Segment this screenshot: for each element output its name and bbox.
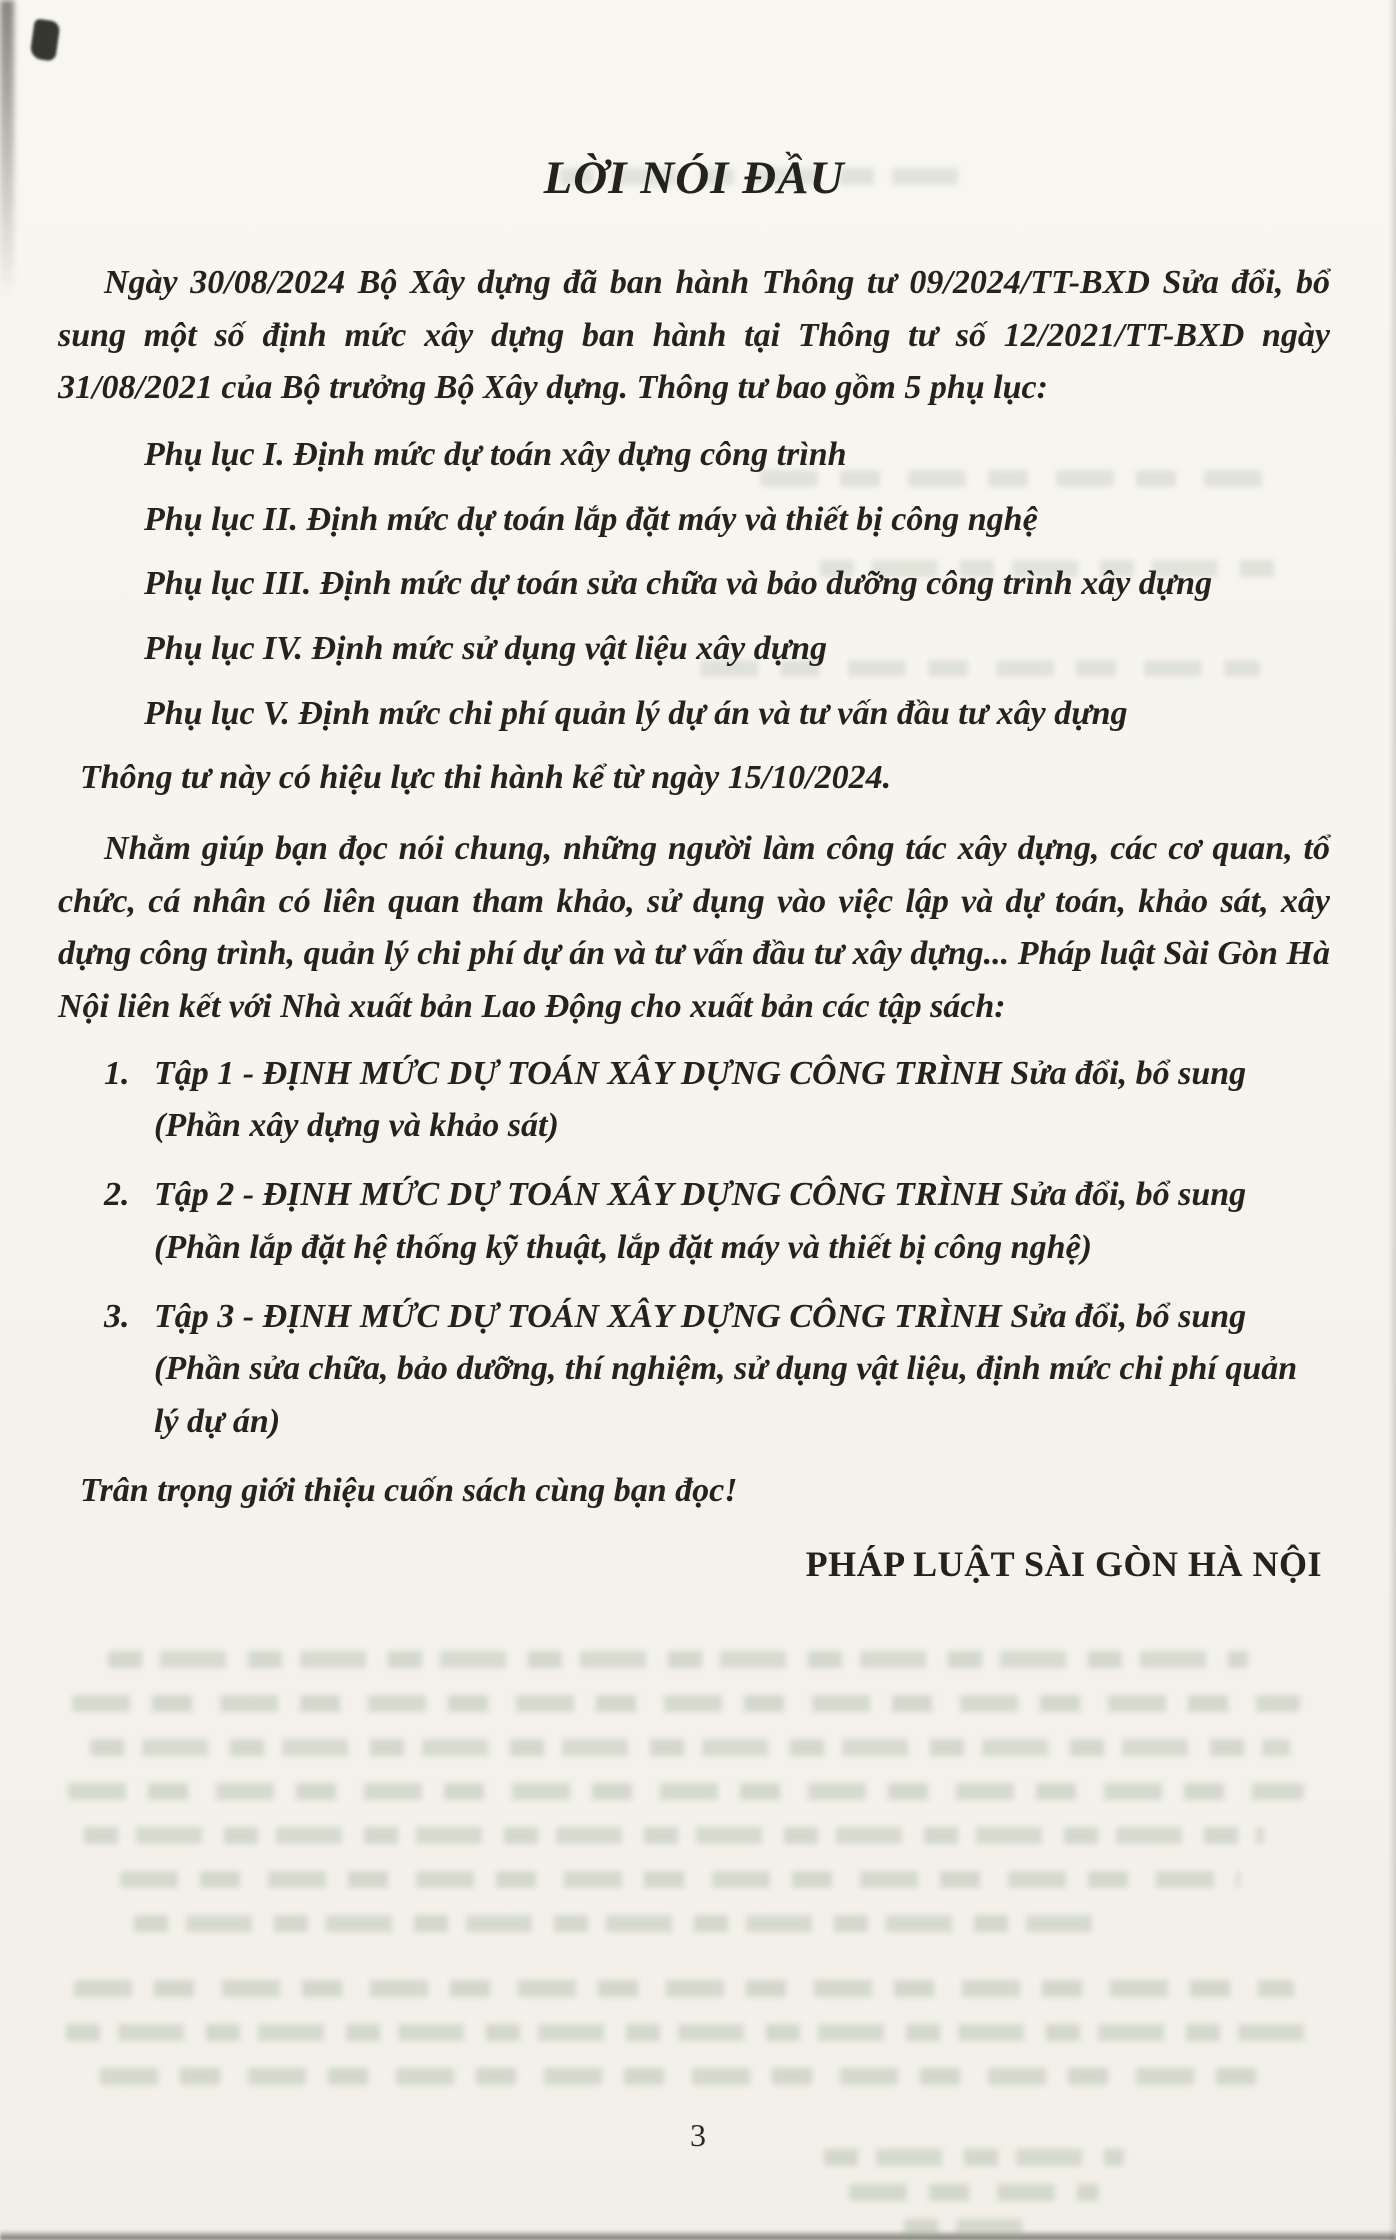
bleedthrough-line [66,2024,1306,2041]
volume-number: 3. [104,1297,130,1335]
bleedthrough-block [64,1651,1330,2085]
volume-prefix: Tập 3 - [154,1297,263,1335]
bleedthrough-line [134,1915,1114,1932]
bleedthrough-line [120,1871,1240,1888]
volume-text [154,1169,1330,1274]
volume-suffix: Sửa đổi, bổ sung (Phần lắp đặt hệ thống kỹ thuật, lắp đặt máy và thiết bị công nghệ) [154,1176,1247,1266]
appendix-item-1: Phụ lục I. Định mức dự toán xây dựng công trình [144,435,847,473]
volume-text [154,1048,1330,1153]
bleedthrough-line [904,2219,1044,2236]
bleedthrough-line [108,1651,1248,1668]
volume-item-1 [58,1048,1330,1153]
appendix-list [58,429,1330,740]
appendix-item-2: Phụ lục II. Định mức dự toán lắp đặt máy và thiết bị công nghệ [144,500,1038,538]
volume-prefix: Tập 1 - [154,1054,263,1092]
bleedthrough-line [90,1739,1290,1756]
purpose-paragraph: Nhằm giúp bạn đọc nói chung, những người làm công tác xây dựng, các cơ quan, tổ chức, cá nhân có liên quan tham khảo, sử dụng vào việc lập và dự toán, khảo sát, xây dựng công trình, quản lý chi phí dự án và tư vấn đầu tư xây dựng... Pháp luật Sài Gòn Hà Nội liên kết với Nhà xuất bản Lao Động cho xuất bản các tập sách: [58,830,1330,1026]
volume-number: 2. [104,1176,130,1214]
bleedthrough-line [849,2184,1099,2201]
page-number: 3 [690,2117,706,2153]
volume-title-caps: ĐỊNH MỨC DỰ TOÁN XÂY DỰNG CÔNG TRÌNH [262,1176,1002,1214]
bleedthrough-signature-block [58,2149,1330,2240]
intro-paragraph: Ngày 30/08/2024 Bộ Xây dựng đã ban hành Thông tư 09/2024/TT-BXD Sửa đổi, bổ sung một số định mức xây dựng ban hành tại Thông tư số 12/2021/TT-BXD ngày 31/08/2021 của Bộ trưởng Bộ Xây dựng. Thông tư bao gồm 5 phụ lục: [58,263,1330,407]
volume-prefix: Tập 2 - [154,1176,263,1214]
volume-text [154,1291,1330,1449]
volume-item-2 [58,1169,1330,1274]
page-title: LỜI NÓI ĐẦU [543,152,845,204]
publisher-name: PHÁP LUẬT SÀI GÒN HÀ NỘI [805,1544,1322,1585]
effective-date-note: Thông tư này có hiệu lực thi hành kể từ ngày 15/10/2024. [80,759,892,797]
page-content [0,142,1396,2240]
bleedthrough-line [100,2068,1260,2085]
bleedthrough-line [74,1980,1294,1997]
volume-suffix: Sửa đổi, bổ sung (Phần sửa chữa, bảo dưỡng, thí nghiệm, sử dụng vật liệu, định mức chi phí quản lý dự án) [154,1297,1298,1440]
bleedthrough-line [68,1783,1304,1800]
volume-number: 1. [104,1054,130,1092]
bleedthrough-line [72,1695,1300,1712]
scan-ink-mark [29,18,60,61]
appendix-item-3: Phụ lục III. Định mức dự toán sửa chữa và bảo dưỡng công trình xây dựng [144,565,1213,603]
volume-suffix: Sửa đổi, bổ sung (Phần xây dựng và khảo sát) [154,1054,1247,1145]
volume-title-caps: ĐỊNH MỨC DỰ TOÁN XÂY DỰNG CÔNG TRÌNH [262,1054,1002,1092]
volume-title-caps: ĐỊNH MỨC DỰ TOÁN XÂY DỰNG CÔNG TRÌNH [262,1297,1002,1335]
volume-item-3 [58,1291,1330,1449]
appendix-item-5: Phụ lục V. Định mức chi phí quản lý dự án và tư vấn đầu tư xây dựng [144,694,1128,732]
bleedthrough-line [84,1827,1264,1844]
volume-list [58,1048,1330,1449]
appendix-item-4: Phụ lục IV. Định mức sử dụng vật liệu xây dựng [144,629,828,667]
closing-line: Trân trọng giới thiệu cuốn sách cùng bạn đọc! [80,1471,738,1509]
